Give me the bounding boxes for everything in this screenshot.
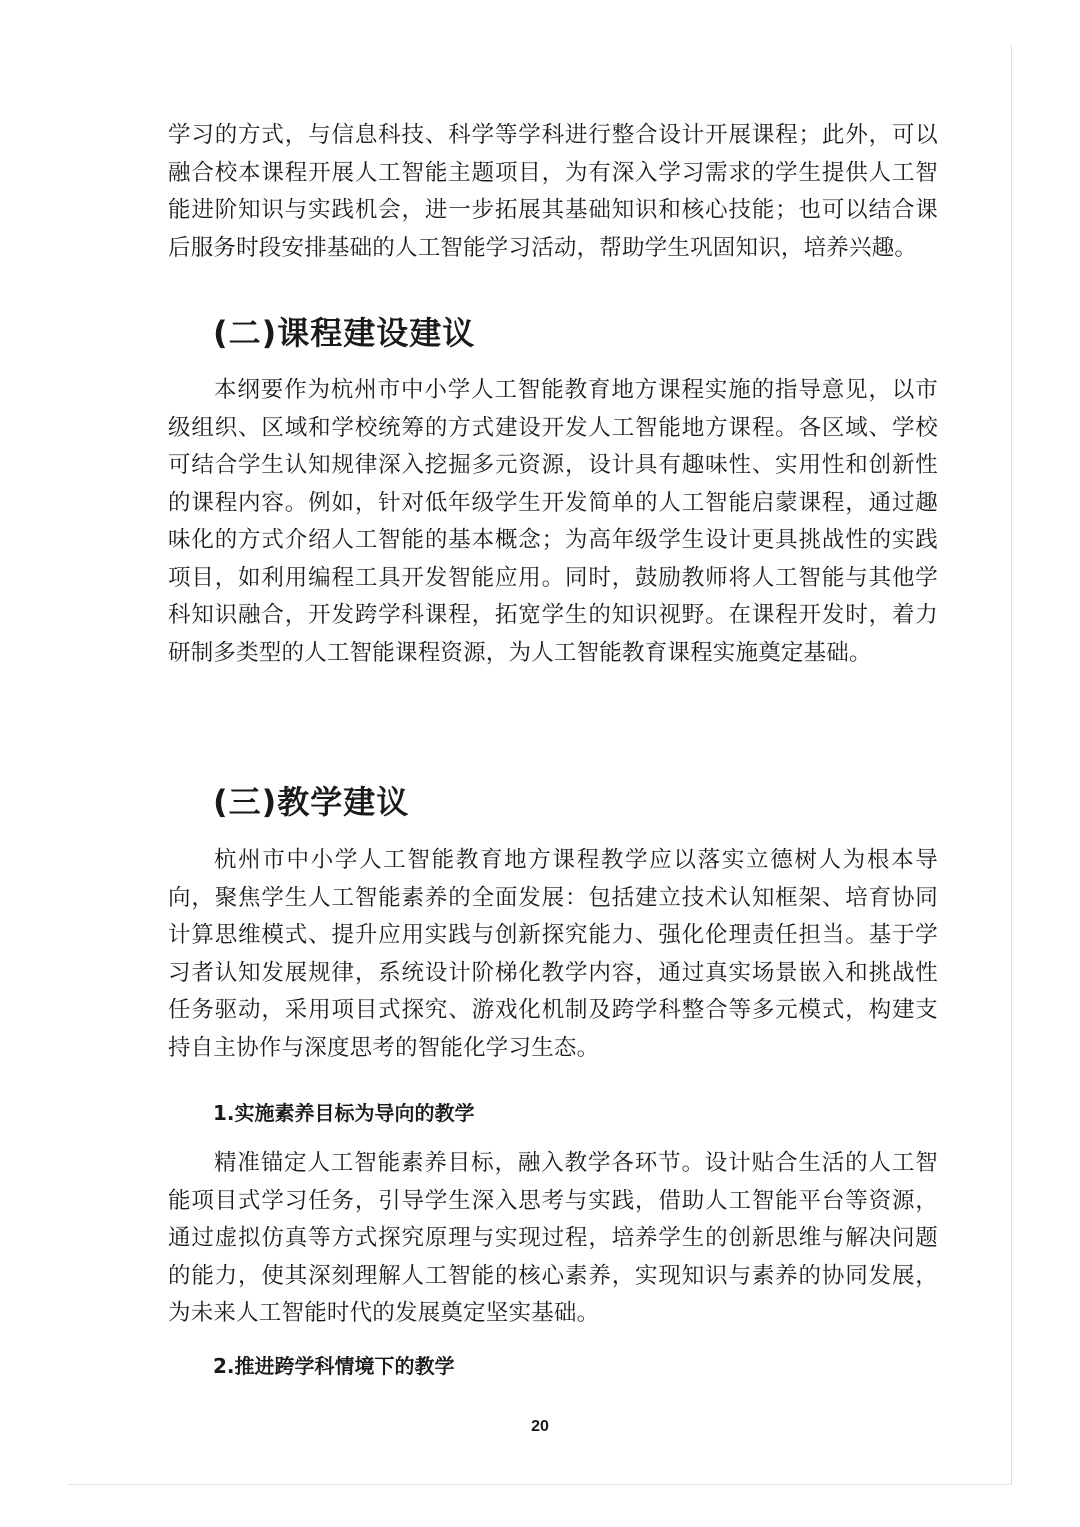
page-number: 20 [531,1418,549,1435]
page-edge-right [1011,45,1012,1485]
subsection1-paragraph-block [168,1145,938,1333]
section3-heading: (三)教学建议 [213,783,410,821]
section2-heading: (二)课程建设建议 [213,314,476,352]
page-edge-bottom [68,1484,1012,1485]
intro-paragraph-block [168,117,938,267]
section3-paragraph: 杭州市中小学人工智能教育地方课程教学应以落实立德树人为根本导向，聚焦学生人工智能素养的全面发展：包括建立技术认知框架、培育协同计算思维模式、提升应用实践与创新探究能力、强化伦理责任担当。基于学习者认知发展规律，系统设计阶梯化教学内容，通过真实场景嵌入和挑战性任务驱动，采用项目式探究、游戏化机制及跨学科整合等多元模式，构建支持自主协作与深度思考的智能化学习生态。 [168,847,938,1061]
section2-paragraph-block [168,372,938,672]
section2-paragraph: 本纲要作为杭州市中小学人工智能教育地方课程实施的指导意见，以市级组织、区域和学校统筹的方式建设开发人工智能地方课程。各区域、学校可结合学生认知规律深入挖掘多元资源，设计具有趣味性、实用性和创新性的课程内容。例如，针对低年级学生开发简单的人工智能启蒙课程，通过趣味化的方式介绍人工智能的基本概念；为高年级学生设计更具挑战性的实践项目，如利用编程工具开发智能应用。同时，鼓励教师将人工智能与其他学科知识融合，开发跨学科课程，拓宽学生的知识视野。在课程开发时，着力研制多类型的人工智能课程资源，为人工智能教育课程实施奠定基础。 [168,377,938,666]
subsection1-paragraph: 精准锚定人工智能素养目标，融入教学各环节。设计贴合生活的人工智能项目式学习任务，引导学生深入思考与实践，借助人工智能平台等资源，通过虚拟仿真等方式探究原理与实现过程，培养学生的创新思维与解决问题的能力，使其深刻理解人工智能的核心素养，实现知识与素养的协同发展，为未来人工智能时代的发展奠定坚实基础。 [168,1150,938,1326]
section3-paragraph-block [168,842,938,1067]
subsection1-heading: 1.实施素养目标为导向的教学 [213,1101,475,1125]
intro-paragraph: 学习的方式，与信息科技、科学等学科进行整合设计开展课程；此外，可以融合校本课程开展人工智能主题项目，为有深入学习需求的学生提供人工智能进阶知识与实践机会，进一步拓展其基础知识和核心技能；也可以结合课后服务时段安排基础的人工智能学习活动，帮助学生巩固知识，培养兴趣。 [168,122,938,261]
subsection2-heading: 2.推进跨学科情境下的教学 [213,1354,455,1378]
